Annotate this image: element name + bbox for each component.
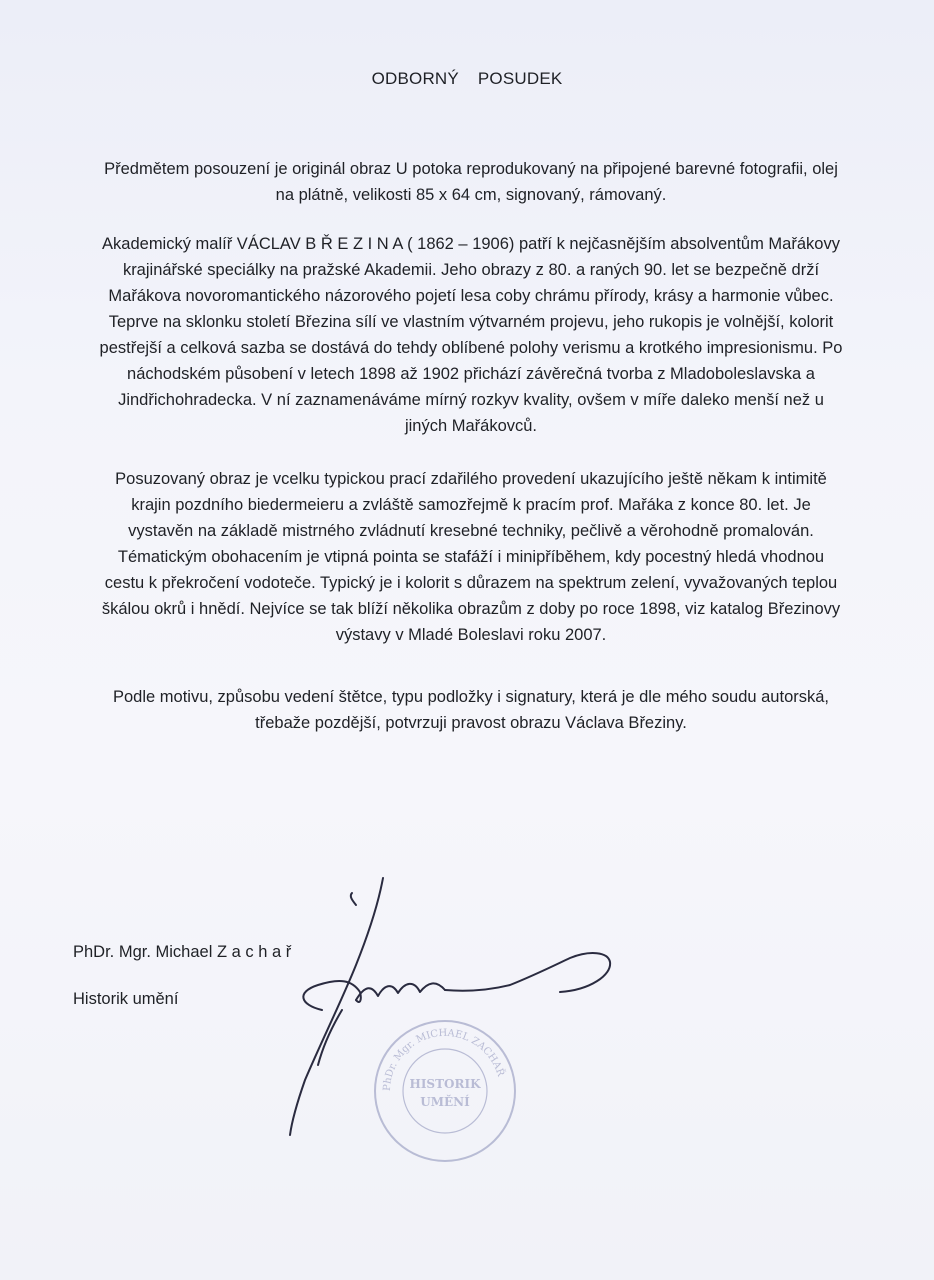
text-line: Podle motivu, způsobu vedení štětce, typu podložky i signatury, která je dle mého soudu autorská, [112,688,830,706]
stamp-center-line1: HISTORIK [409,1077,481,1091]
stamp-center-line2: UMĚNÍ [420,1095,470,1109]
text-line: Posuzovaný obraz je vcelku typickou prací zdařilého provedení ukazujícího ještě někam k intimitě [115,470,827,488]
text-line: vystavěn na základě mistrného zvládnutí kresebné techniky, pečlivě a věrohodně promalován. [128,522,814,540]
text-line: škálou okrů i hnědí. Nejvíce se tak blíží několika obrazům z doby po roce 1898, viz katalog Březinovy [101,600,841,618]
paragraph-assessment [66,466,876,648]
text-line: pestřejší a celková sazba se dostává do tehdy oblíbené polohy verismu a krotkého impresionismu. Po [99,339,843,357]
stamp-outer-ring [375,1021,515,1161]
stamp-seal [370,1016,520,1166]
paragraph-artist [66,231,876,439]
text-line: krajin pozdního biedermeieru a zvláště samozřejmě k pracím prof. Mařáka z konce 80. let. Je [131,496,811,514]
paragraph-subject [66,156,876,208]
signatory-role: Historik umění [73,990,179,1008]
text-line: na plátně, velikosti 85 x 64 cm, signovaný, rámovaný. [275,186,667,204]
text-line: krajinářské speciálky na pražské Akademii. Jeho obrazy z 80. a raných 90. let se bezpečně drží [122,261,820,279]
stamp-outer-text: PhDr. Mgr. MICHAEL ZACHAŘ [381,1027,506,1092]
text-line: náchodském působení v letech 1898 až 1902 přichází závěrečná tvorba z Mladoboleslavska a [127,365,815,383]
text-line: cestu k překročení vodoteče. Typický je i kolorit s důrazem na spektrum zelení, vyvažovaných teplou [104,574,838,592]
text-line: Akademický malíř VÁCLAV B Ř E Z I N A ( 1862 – 1906) patří k nejčasnějším absolventům Mařákovy [102,235,840,253]
text-line: Mařákova novoromantického názorového pojetí lesa coby chrámu přírody, krásy a harmonie vůbec. [108,287,834,305]
paragraph-conclusion [66,684,876,736]
text-line: třebaže pozdější, potvrzuji pravost obrazu Václava Březiny. [255,714,687,732]
text-line: jiných Mařákovců. [404,417,538,435]
signatory-name: PhDr. Mgr. Michael Z a c h a ř [73,943,292,961]
text-line: Tématickým obohacením je vtipná pointa se stafáží i minipříběhem, kdy pocestný hledá vhodnou [117,548,825,566]
text-line: Teprve na sklonku století Březina sílí ve vlastním výtvarném projevu, jeho rukopis je volnější, kolorit [108,313,834,331]
document-title: ODBORNÝ POSUDEK [371,69,563,88]
stamp-inner-ring [403,1049,487,1133]
text-line: Předmětem posouzení je originál obraz U potoka reprodukovaný na připojené barevné fotografii, olej [104,160,838,178]
text-line: Jindřichohradecka. V ní zaznamenáváme mírný rozkyv kvality, ovšem v míře daleko menší než u [118,391,824,409]
text-line: výstavy v Mladé Boleslavi roku 2007. [335,626,607,644]
